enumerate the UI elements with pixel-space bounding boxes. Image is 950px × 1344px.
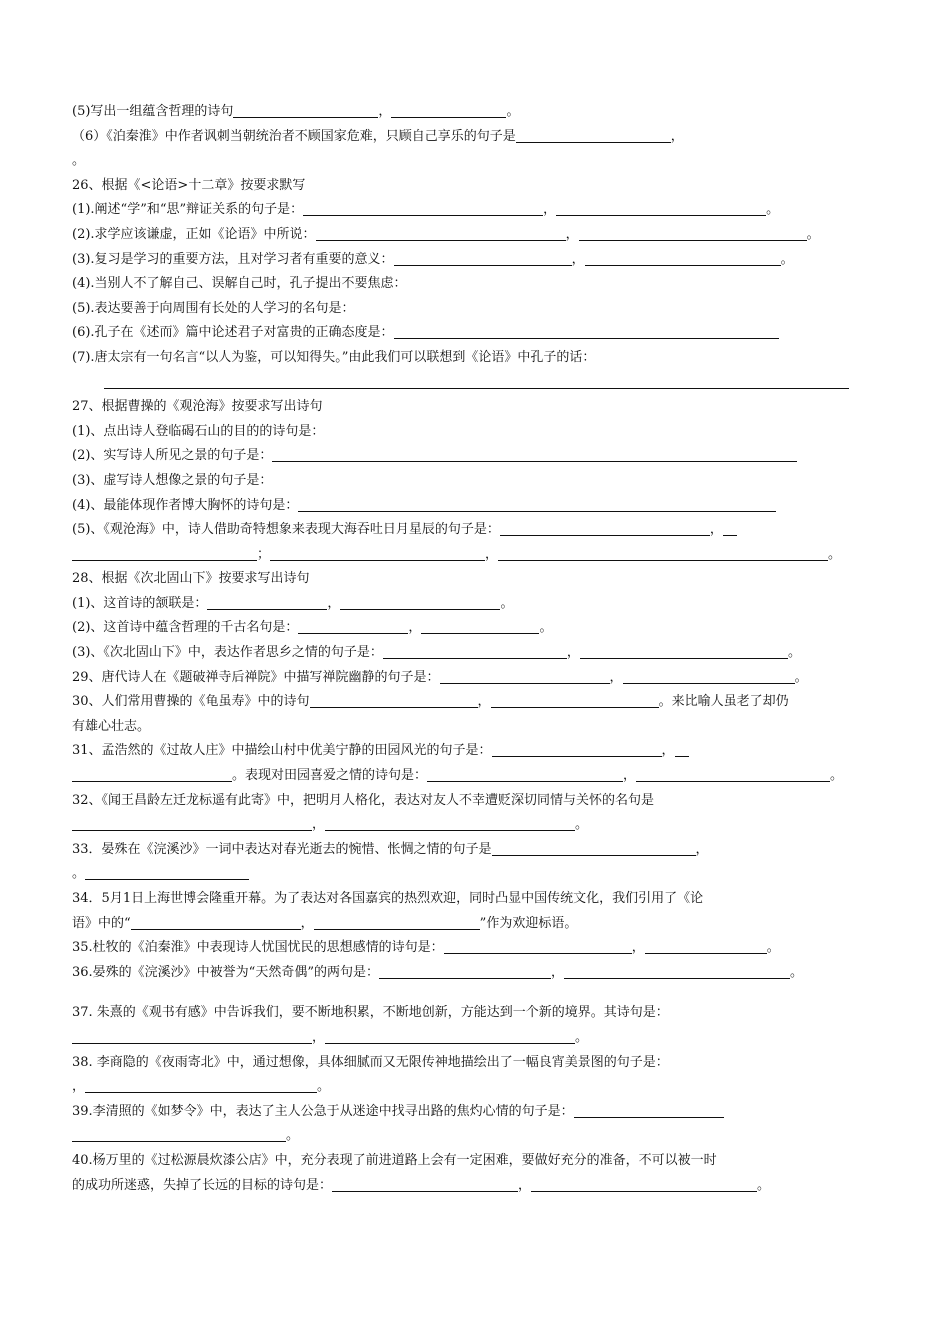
punctuation: ， (565, 226, 579, 242)
punctuation: 。 (780, 251, 794, 267)
question-text: 语》中的“ (72, 915, 131, 931)
answer-blank[interactable] (298, 619, 408, 634)
question-text: 30、人们常用曹操的《龟虽寿》中的诗句 (72, 694, 310, 710)
question-line (72, 912, 882, 937)
question-text: (7).唐太宗有一句名言“以人为鉴，可以知得失。”由此我们可以联想到《论语》中孔子的话： (72, 349, 596, 365)
question-text: (1)、点出诗人登临碣石山的目的的诗句是： (72, 423, 325, 439)
question-text: 39.李清照的《如梦令》中，表达了主人公急于从迷途中找寻出路的焦灼心情的句子是： (72, 1103, 574, 1119)
answer-blank[interactable] (85, 1078, 317, 1093)
punctuation: ， (709, 522, 723, 538)
question-line (72, 739, 882, 764)
punctuation: ， (670, 128, 684, 144)
question-text: 。 (72, 866, 86, 882)
question-line (72, 297, 882, 322)
punctuation: 。 (539, 620, 553, 636)
punctuation: ， (571, 251, 585, 267)
question-line (72, 862, 882, 887)
question-line (72, 1051, 882, 1076)
question-text: 32、《闻王昌龄左迁龙标遥有此寄》中，把明月人格化，表达对友人不幸遭贬深切同情与关怀的名句是 (72, 792, 655, 808)
question-line (72, 715, 882, 740)
answer-blank[interactable] (72, 1029, 312, 1044)
question-text: 40.杨万里的《过松源晨炊漆公店》中，充分表现了前进道路上会有一定困难，要做好充分的准备，不可以被一时 (72, 1152, 717, 1168)
question-line (72, 272, 882, 297)
question-text: 28、根据《次北固山下》按要求写出诗句 (72, 571, 310, 587)
question-line (72, 666, 882, 691)
answer-blank[interactable] (394, 324, 779, 339)
question-text: 36.晏殊的《浣溪沙》中被誉为“天然奇偶”的两句是： (72, 964, 379, 980)
question-line (72, 592, 882, 617)
punctuation: ， (609, 669, 623, 685)
answer-blank[interactable] (233, 103, 378, 118)
punctuation: 。 (787, 645, 801, 661)
question-line (72, 1001, 882, 1026)
question-tail-text: 表现对田园喜爱之情的诗句是： (245, 768, 428, 784)
question-text: 35.杜牧的《泊秦淮》中表现诗人忧国忧民的思想感情的诗句是： (72, 940, 444, 956)
punctuation: ， (661, 743, 675, 759)
punctuation: 。 (789, 964, 803, 980)
punctuation: ， (695, 841, 709, 857)
answer-blank[interactable] (492, 841, 696, 856)
question-line (72, 371, 882, 396)
question-line (72, 469, 882, 494)
answer-blank[interactable] (579, 226, 807, 241)
punctuation: ， (408, 620, 422, 636)
answer-blank[interactable] (391, 103, 506, 118)
question-line (72, 1100, 882, 1125)
answer-blank[interactable] (421, 619, 539, 634)
question-line (72, 616, 882, 641)
answer-blank[interactable] (272, 447, 797, 462)
question-text: (5)、《观沧海》中，诗人借助奇特想象来表现大海吞吐日月星辰的句子是： (72, 522, 500, 538)
punctuation: 。 (828, 546, 842, 562)
punctuation: ， (312, 1029, 326, 1045)
punctuation: ， (312, 817, 326, 833)
answer-blank[interactable] (340, 595, 500, 610)
question-line (72, 813, 882, 838)
question-line (72, 543, 882, 568)
answer-blank[interactable] (556, 201, 766, 216)
answer-blank[interactable] (440, 669, 610, 684)
question-text: (2)、这首诗中蕴含哲理的千古名句是： (72, 620, 299, 636)
answer-blank[interactable] (131, 915, 301, 930)
question-text: (3).复习是学习的重要方法，且对学习者有重要的意义： (72, 251, 394, 267)
punctuation: ， (485, 546, 499, 562)
punctuation: 。 (658, 694, 672, 710)
punctuation: ， (477, 694, 491, 710)
question-text: （6）《泊秦淮》中作者讽刺当朝统治者不顾国家危难，只顾自己享乐的句子是 (72, 128, 516, 144)
punctuation: 。 (500, 595, 514, 611)
answer-blank[interactable] (723, 521, 737, 536)
question-line (72, 149, 882, 174)
punctuation: 。 (506, 104, 520, 119)
punctuation: 。 (766, 940, 780, 956)
punctuation: 。 (575, 817, 589, 833)
question-line (72, 248, 882, 273)
answer-blank[interactable] (574, 1103, 724, 1118)
question-line (72, 887, 882, 912)
answer-blank[interactable] (303, 201, 543, 216)
answer-blank[interactable] (585, 251, 781, 266)
answer-blank[interactable] (516, 128, 671, 143)
punctuation: ， (566, 645, 580, 661)
punctuation: 。 (232, 768, 246, 784)
question-text: (4).当别人不了解自己、误解自己时，孔子提出不要焦虑： (72, 276, 407, 292)
answer-blank[interactable] (444, 939, 632, 954)
question-tail-text: 来比喻人虽老了却仍 (671, 694, 789, 710)
question-line (72, 444, 882, 469)
question-text: 31、孟浩然的《过故人庄》中描绘山村中优美宁静的田园风光的句子是： (72, 743, 492, 759)
question-line (72, 1075, 882, 1100)
answer-blank[interactable] (498, 546, 828, 561)
answer-blank[interactable] (427, 767, 623, 782)
punctuation: 。 (830, 768, 844, 784)
worksheet-page (72, 100, 882, 1198)
question-line (72, 567, 882, 592)
answer-blank[interactable] (207, 595, 327, 610)
answer-blank[interactable] (491, 693, 659, 708)
answer-blank[interactable] (72, 816, 312, 831)
question-text: 33．晏殊在《浣溪沙》一词中表达对春光逝去的惋惜、怅惆之情的句子是 (72, 841, 492, 857)
punctuation: 。 (766, 202, 780, 218)
answer-blank[interactable] (675, 742, 689, 757)
question-text: (2)、实写诗人所见之景的句子是： (72, 448, 273, 464)
punctuation: ， (378, 104, 392, 119)
question-text: (4)、最能体现作者博大胸怀的诗句是： (72, 497, 299, 513)
question-text: (5).表达要善于向周围有长处的人学习的名句是： (72, 300, 355, 316)
question-line (72, 641, 882, 666)
question-text: (2).求学应该谦虚，正如《论语》中所说： (72, 226, 316, 242)
question-line (72, 125, 882, 150)
punctuation: 。 (794, 669, 808, 685)
question-text: 38. 李商隐的《夜雨寄北》中，通过想像，具体细腻而又无限传神地描绘出了一幅良宵美景图的句子是： (72, 1054, 669, 1070)
question-tail-text: ”作为欢迎标语。 (479, 915, 578, 931)
answer-blank[interactable] (580, 644, 788, 659)
question-line (72, 1124, 882, 1149)
question-line (72, 961, 882, 986)
question-line (72, 100, 882, 125)
question-text: 34．5月1日上海世博会隆重开幕。为了表达对各国嘉宾的热烈欢迎，同时凸显中国传统文化，我们引用了《论 (72, 891, 704, 906)
question-text: 37. 朱熹的《观书有感》中告诉我们，要不断地积累，不断地创新，方能达到一个新的境界。其诗句是： (72, 1005, 669, 1021)
question-line (72, 198, 882, 223)
punctuation: ， (300, 915, 314, 931)
answer-blank[interactable] (85, 865, 249, 880)
question-text: 27、根据曹操的《观沧海》按要求写出诗句 (72, 399, 323, 415)
question-line (72, 764, 882, 789)
question-text: (5)写出一组蕴含哲理的诗句 (72, 104, 234, 119)
question-text: (3)、《次北固山下》中，表达作者思乡之情的句子是： (72, 645, 383, 661)
answer-blank[interactable] (72, 546, 257, 561)
question-line (72, 690, 882, 715)
answer-blank[interactable] (104, 374, 849, 389)
punctuation: ， (550, 964, 564, 980)
answer-blank[interactable] (325, 816, 575, 831)
question-text: (1)、这首诗的颔联是： (72, 595, 208, 611)
answer-blank[interactable] (636, 767, 830, 782)
question-text: (6).孔子在《述而》篇中论述君子对富贵的正确态度是： (72, 325, 394, 341)
answer-blank[interactable] (310, 693, 478, 708)
answer-blank[interactable] (270, 546, 485, 561)
answer-blank[interactable] (564, 964, 790, 979)
question-line (72, 789, 882, 814)
answer-blank[interactable] (500, 521, 710, 536)
question-text: 有雄心壮志。 (72, 718, 151, 734)
question-line (72, 346, 882, 371)
question-line (72, 420, 882, 445)
punctuation: ， (631, 940, 645, 956)
question-line (72, 1149, 882, 1174)
answer-blank[interactable] (314, 915, 480, 930)
question-text: 的成功所迷惑，失掉了长远的目标的诗句是： (72, 1177, 333, 1193)
question-line (72, 174, 882, 199)
answer-blank[interactable] (72, 767, 232, 782)
question-line (72, 223, 882, 248)
punctuation: ， (623, 768, 637, 784)
punctuation: 。 (757, 1177, 771, 1193)
question-text: 。 (72, 153, 86, 169)
answer-blank[interactable] (332, 1177, 518, 1192)
punctuation: ， (327, 595, 341, 611)
answer-blank[interactable] (316, 226, 566, 241)
answer-blank[interactable] (298, 497, 776, 512)
punctuation: ， (72, 1079, 86, 1095)
question-line (72, 1026, 882, 1051)
punctuation: 。 (575, 1029, 589, 1045)
punctuation: 。 (806, 226, 820, 242)
question-line (72, 321, 882, 346)
question-text: (3)、虚写诗人想像之景的句子是： (72, 472, 273, 488)
question-text: 26、根据《<论语>十二章》按要求默写 (72, 177, 306, 193)
answer-blank[interactable] (383, 644, 567, 659)
question-line (72, 1174, 882, 1199)
punctuation: ； (257, 546, 271, 562)
question-line (72, 936, 882, 961)
answer-blank[interactable] (325, 1029, 575, 1044)
answer-blank[interactable] (531, 1177, 757, 1192)
punctuation: 。 (317, 1079, 331, 1095)
question-line (72, 494, 882, 519)
answer-blank[interactable] (492, 742, 662, 757)
question-line (72, 395, 882, 420)
question-text: 29、唐代诗人在《题破禅寺后禅院》中描写禅院幽静的句子是： (72, 669, 440, 685)
question-text: (1).阐述“学”和“思”辩证关系的句子是： (72, 202, 304, 218)
answer-blank[interactable] (72, 1127, 286, 1142)
punctuation: ， (543, 202, 557, 218)
punctuation: 。 (286, 1128, 300, 1144)
question-line (72, 838, 882, 863)
question-line (72, 518, 882, 543)
answer-blank[interactable] (394, 251, 572, 266)
answer-blank[interactable] (379, 964, 551, 979)
answer-blank[interactable] (623, 669, 795, 684)
punctuation: ， (518, 1177, 532, 1193)
answer-blank[interactable] (645, 939, 767, 954)
